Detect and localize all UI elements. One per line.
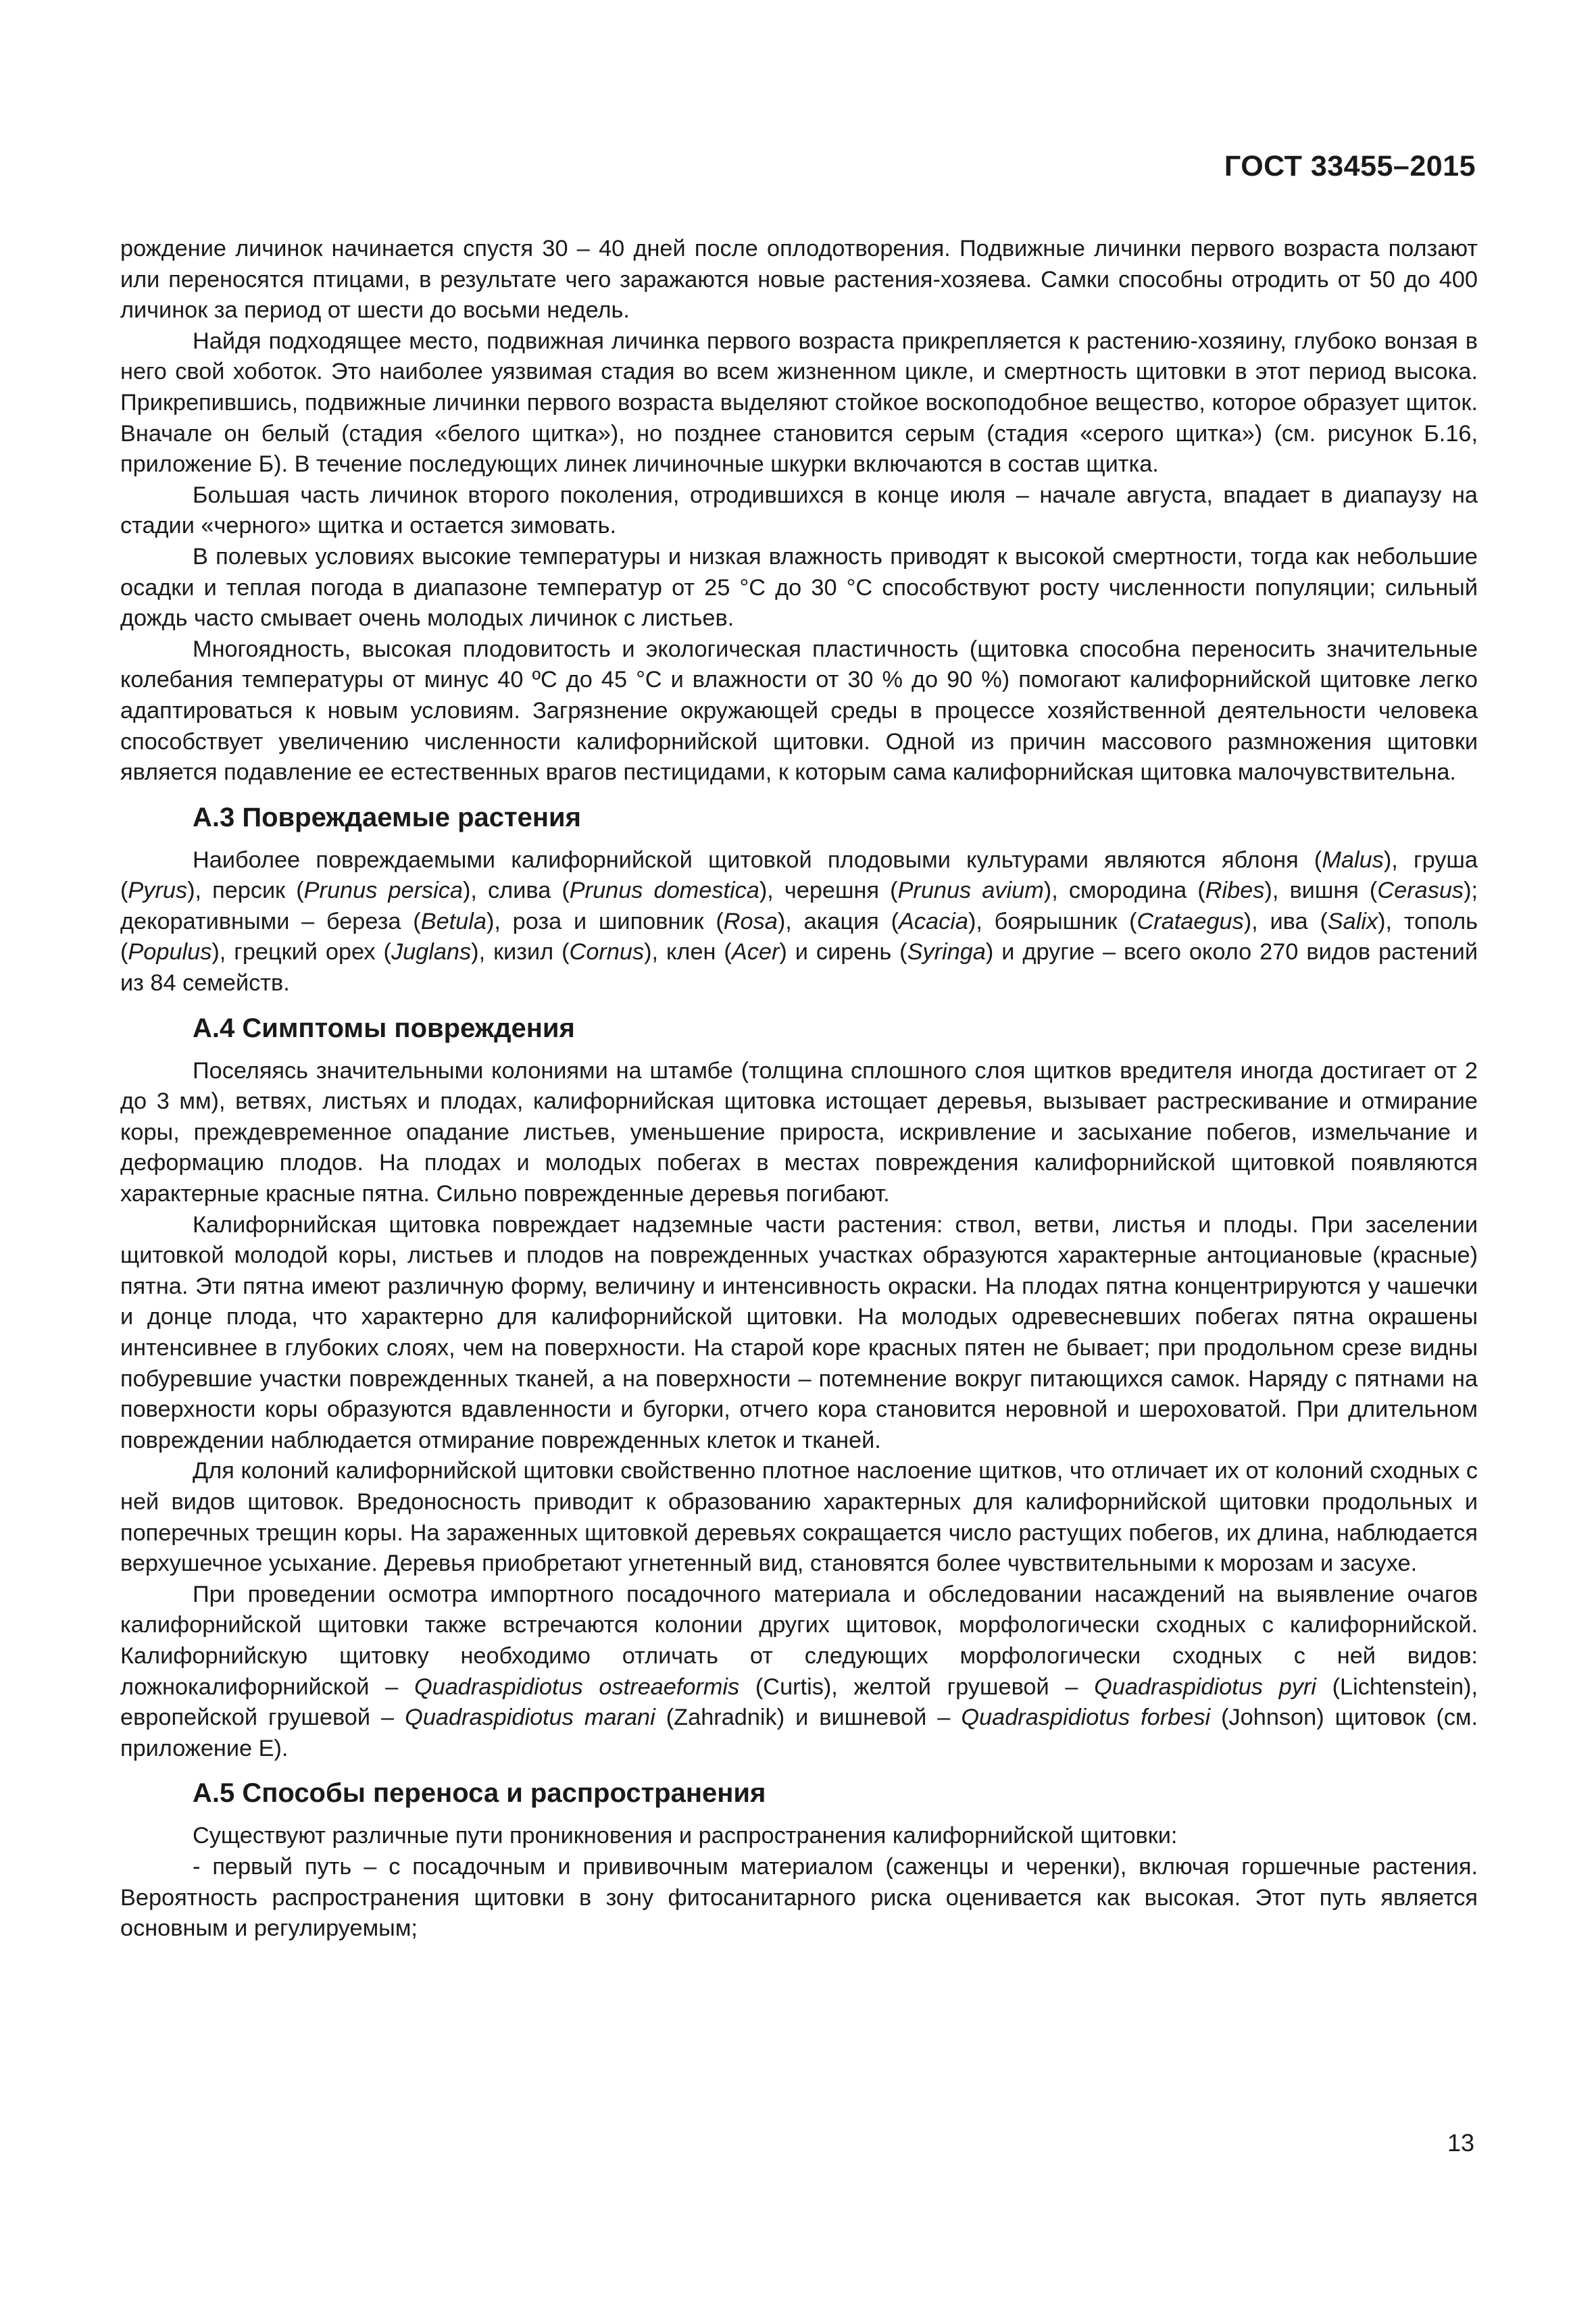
page-number: 13 bbox=[1447, 2129, 1474, 2157]
section-a3-paragraph: Наиболее повреждаемыми калифорнийской щитовкой плодовыми культурами являются яблоня (Malus), груша (Pyrus), персик (Prunus persica), слива (Prunus domestica), черешня (Prunus avium), смородина (Ribes), вишня (Cerasus); декоративными – береза (Betula), роза и шиповник (Rosa), акация (Acacia), боярышник (Crataegus), ива (Salix), тополь (Populus), грецкий орех (Juglans), кизил (Cornus), клен (Acer) и сирень (Syringa) и другие – всего около 270 видов растений из 84 семейств. bbox=[120, 847, 1478, 997]
document-code: ГОСТ 33455–2015 bbox=[1224, 150, 1476, 182]
section-a4-paragraph-2: Калифорнийская щитовка повреждает надземные части растения: ствол, ветви, листья и плоды. При заселении щитовкой молодой коры, листьев и плодов на поврежденных участках образуются характерные антоциановые (красные) пятна. Эти пятна имеют различную форму, величину и интенсивность окраски. На плодах пятна концентрируются у чашечки и донце плода, что характерно для калифорнийской щитовки. На молодых одревесневших побегах пятна окрашены интенсивнее в глубоких слоях, чем на поверхности. На старой коре красных пятен не бывает; при продольном срезе видны побуревшие участки поврежденных тканей, а на поверхности – потемнение вокруг питающихся самок. Наряду с пятнами на поверхности коры образуются вдавленности и бугорки, отчего кора становится неровной и шероховатой. При длительном повреждении наблюдается отмирание поврежденных клеток и тканей. bbox=[120, 1211, 1478, 1453]
section-a4-paragraph-1: Поселяясь значительными колониями на штамбе (толщина сплошного слоя щитков вредителя иногда достигает от 2 до 3 мм), ветвях, листьях и плодах, калифорнийская щитовка истощает деревья, вызывает растрескивание и отмирание коры, преждевременное опадание листьев, уменьшение прироста, искривление и засыхание побегов, измельчание и деформацию плодов. На плодах и молодых побегах в местах повреждения калифорнийской щитовкой появляются характерные красные пятна. Сильно поврежденные деревья погибают. bbox=[120, 1057, 1478, 1207]
section-a5-paragraph-1: Существуют различные пути проникновения и распространения калифорнийской щитовки: bbox=[193, 1823, 1178, 1849]
section-a4-heading: А.4 Симптомы повреждения bbox=[193, 1013, 575, 1043]
page-body bbox=[120, 234, 1478, 1944]
section-a5-paragraph-2: - первый путь – с посадочным и прививочным материалом (саженцы и черенки), включая горшечные растения. Вероятность распространения щитовки в зону фитосанитарного риска оценивается как высокая. Этот путь является основным и регулируемым; bbox=[120, 1853, 1478, 1942]
section-a4-paragraph-3: Для колоний калифорнийской щитовки свойственно плотное наслоение щитков, что отличает их от колоний сходных с ней видов щитовок. Вредоносность приводит к образованию характерных для калифорнийской щитовки продольных и поперечных трещин коры. На зараженных щитовкой деревьях сокращается число растущих побегов, их длина, наблюдается верхушечное усыхание. Деревья приобретают угнетенный вид, становятся более чувствительными к морозам и засухе. bbox=[120, 1458, 1478, 1577]
section-a4-paragraph-4: При проведении осмотра импортного посадочного материала и обследовании насаждений на выявление очагов калифорнийской щитовки также встречаются колонии других щитовок, морфологически сходных с калифорнийской. Калифорнийскую щитовку необходимо отличать от следующих морфологически сходных с ней видов: ложнокалифорнийской – Quadraspidiotus ostreaeformis (Curtis), желтой грушевой – Quadraspidiotus pyri (Lichtenstein), европейской грушевой – Quadraspidiotus marani (Zahradnik) и вишневой – Quadraspidiotus forbesi (Johnson) щитовок (см. приложение Е). bbox=[120, 1581, 1478, 1761]
section-a3-heading: А.3 Повреждаемые растения bbox=[193, 802, 581, 832]
paragraph-intro-3: Большая часть личинок второго поколения, отродившихся в конце июля – начале августа, впадает в диапаузу на стадии «черного» щитка и остается зимовать. bbox=[120, 482, 1478, 539]
paragraph-intro-2: Найдя подходящее место, подвижная личинка первого возраста прикрепляется к растению-хозяину, глубоко вонзая в него свой хоботок. Это наиболее уязвимая стадия во всем жизненном цикле, и смертность щитовки в этот период высока. Прикрепившись, подвижные личинки первого возраста выделяют стойкое воскоподобное вещество, которое образует щиток. Вначале он белый (стадия «белого щитка»), но позднее становится серым (стадия «серого щитка») (см. рисунок Б.16, приложение Б). В течение последующих линек личиночные шкурки включаются в состав щитка. bbox=[120, 328, 1478, 478]
paragraph-intro-1: рождение личинок начинается спустя 30 – 40 дней после оплодотворения. Подвижные личинки первого возраста ползают или переносятся птицами, в результате чего заражаются новые растения-хозяева. Самки способны отродить от 50 до 400 личинок за период от шести до восьми недель. bbox=[120, 236, 1478, 324]
section-a5-heading: А.5 Способы переноса и распространения bbox=[193, 1778, 766, 1809]
paragraph-intro-4: В полевых условиях высокие температуры и низкая влажность приводят к высокой смертности, тогда как небольшие осадки и теплая погода в диапазоне температур от 25 °C до 30 °C способствуют росту численности популяции; сильный дождь часто смывает очень молодых личинок с листьев. bbox=[120, 543, 1478, 632]
paragraph-intro-5: Многоядность, высокая плодовитость и экологическая пластичность (щитовка способна переносить значительные колебания температуры от минус 40 ºС до 45 °C и влажности от 30 % до 90 %) помогают калифорнийской щитовке легко адаптироваться к новым условиям. Загрязнение окружающей среды в процессе хозяйственной деятельности человека способствует увеличению численности калифорнийской щитовки. Одной из причин массового размножения щитовки является подавление ее естественных врагов пестицидами, к которым сама калифорнийская щитовка малочувствительна. bbox=[120, 636, 1478, 786]
